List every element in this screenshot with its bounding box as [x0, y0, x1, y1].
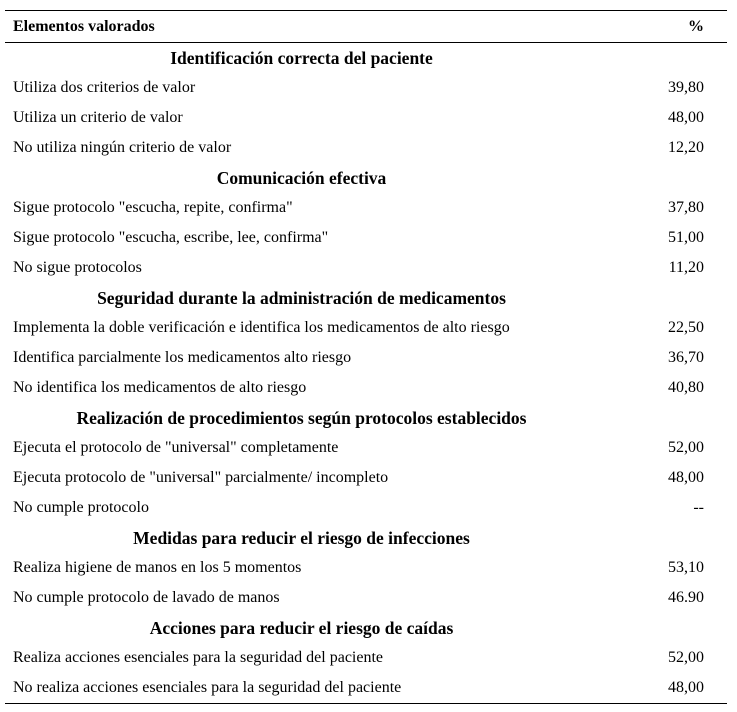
- empty-cell: [598, 163, 727, 193]
- row-percent: 46.90: [668, 589, 704, 606]
- row-label: No realiza acciones esenciales para la seguridad del paciente: [13, 679, 402, 696]
- table-row: [5, 223, 727, 253]
- row-label: Utiliza dos criterios de valor: [13, 79, 196, 96]
- section-heading-row: [5, 523, 727, 553]
- row-label: No identifica los medicamentos de alto riesgo: [13, 379, 307, 396]
- table-row: [5, 583, 727, 613]
- row-label: No utiliza ningún criterio de valor: [13, 139, 232, 156]
- table-row: [5, 253, 727, 283]
- header-percent: %: [598, 11, 727, 43]
- row-percent: --: [693, 499, 704, 516]
- row-percent: 22,50: [668, 319, 704, 336]
- row-label: Implementa la doble verificación e identifica los medicamentos de alto riesgo: [13, 319, 510, 336]
- empty-cell: [598, 523, 727, 553]
- section-title: Acciones para reducir el riesgo de caídas: [149, 617, 454, 638]
- section-title: Realización de procedimientos según protocolos establecidos: [76, 407, 527, 428]
- row-label: No cumple protocolo: [13, 499, 149, 516]
- section-title: Comunicación efectiva: [216, 167, 387, 188]
- row-label: Sigue protocolo "escucha, repite, confirma": [13, 199, 293, 216]
- row-percent: 37,80: [668, 199, 704, 216]
- row-label: Realiza higiene de manos en los 5 momentos: [13, 559, 302, 576]
- section-heading-row: [5, 283, 727, 313]
- section-heading-row: [5, 43, 727, 74]
- row-percent: 39,80: [668, 79, 704, 96]
- table-row: [5, 103, 727, 133]
- empty-cell: [598, 403, 727, 433]
- table-row: [5, 193, 727, 223]
- table-row: [5, 643, 727, 673]
- row-percent: 48,00: [668, 679, 704, 696]
- empty-cell: [598, 613, 727, 643]
- row-label: No cumple protocolo de lavado de manos: [13, 589, 280, 606]
- table-row: [5, 553, 727, 583]
- row-label: Ejecuta el protocolo de "universal" completamente: [13, 439, 339, 456]
- section-heading-row: [5, 613, 727, 643]
- empty-cell: [598, 283, 727, 313]
- row-percent: 48,00: [668, 109, 704, 126]
- row-percent: 12,20: [668, 139, 704, 156]
- section-title: Identificación correcta del paciente: [170, 47, 433, 68]
- row-label: Ejecuta protocolo de "universal" parcialmente/ incompleto: [13, 469, 389, 486]
- row-label: Identifica parcialmente los medicamentos alto riesgo: [13, 349, 352, 366]
- table-row: [5, 673, 727, 704]
- row-percent: 36,70: [668, 349, 704, 366]
- table-row: [5, 343, 727, 373]
- section-heading-row: [5, 403, 727, 433]
- row-percent: 40,80: [668, 379, 704, 396]
- table-header: [5, 11, 727, 43]
- row-percent: 52,00: [668, 439, 704, 456]
- table-row: [5, 463, 727, 493]
- table-row: [5, 373, 727, 403]
- row-percent: 51,00: [668, 229, 704, 246]
- section-heading-row: [5, 163, 727, 193]
- row-label: Utiliza un criterio de valor: [13, 109, 183, 126]
- table-row: [5, 133, 727, 163]
- table-row: [5, 493, 727, 523]
- row-percent: 11,20: [668, 259, 704, 276]
- row-label: Realiza acciones esenciales para la seguridad del paciente: [13, 649, 384, 666]
- section-title: Seguridad durante la administración de medicamentos: [97, 287, 506, 308]
- row-label: No sigue protocolos: [13, 259, 142, 276]
- section-title: Medidas para reducir el riesgo de infecciones: [133, 527, 470, 548]
- results-table: [5, 10, 727, 704]
- row-label: Sigue protocolo "escucha, escribe, lee, confirma": [13, 229, 329, 246]
- empty-cell: [598, 43, 727, 74]
- row-percent: 52,00: [668, 649, 704, 666]
- header-elements: Elementos valorados: [5, 11, 598, 43]
- row-percent: 48,00: [668, 469, 704, 486]
- table-row: [5, 73, 727, 103]
- table-row: [5, 433, 727, 463]
- row-percent: 53,10: [668, 559, 704, 576]
- table-row: [5, 313, 727, 343]
